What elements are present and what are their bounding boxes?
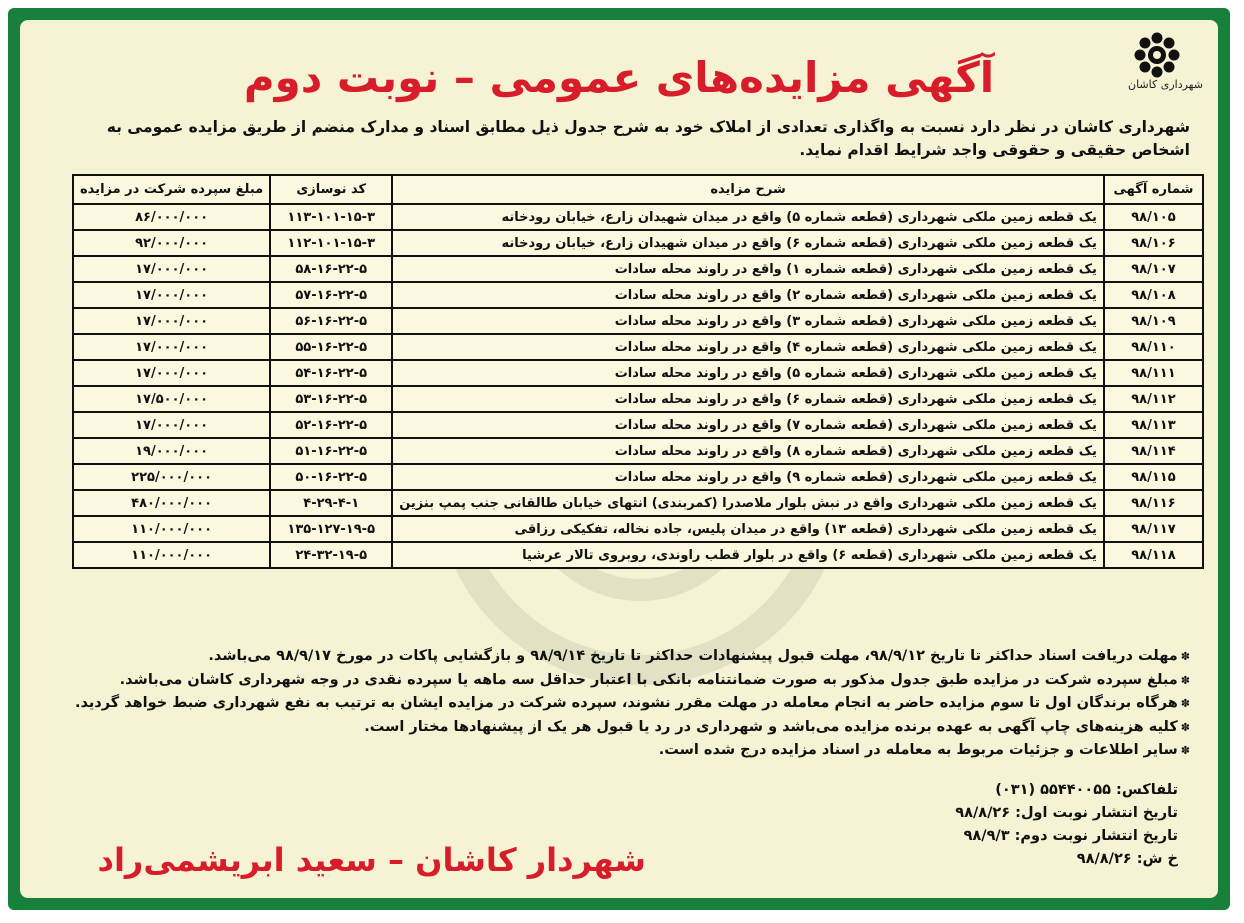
cell-ad-number: ۹۸/۱۱۰ — [1104, 334, 1203, 360]
cell-renovation-code: ۵۷-۱۶-۲۲-۵ — [270, 282, 392, 308]
condition-text: کلیه هزینه‌های چاپ آگهی به عهده برنده مزایده می‌باشد و شهرداری در رد یا قبول هر یک از پیشنهادها مختار است. — [364, 718, 1178, 735]
cell-renovation-code: ۵۳-۱۶-۲۲-۵ — [270, 386, 392, 412]
table-row — [73, 438, 1203, 464]
table-row — [73, 490, 1203, 516]
table-row — [73, 464, 1203, 490]
condition-text: سایر اطلاعات و جزئیات مربوط به معامله در اسناد مزایده درج شده است. — [658, 742, 1178, 758]
condition-item — [48, 645, 1190, 669]
cell-renovation-code: ۵۰-۱۶-۲۲-۵ — [270, 464, 392, 490]
cell-ad-number: ۹۸/۱۰۶ — [1104, 230, 1203, 256]
asterisk-bullet-icon: ✽ — [1180, 744, 1190, 757]
asterisk-bullet-icon: ✽ — [1180, 673, 1190, 687]
cell-ad-number: ۹۸/۱۰۵ — [1104, 204, 1203, 230]
cell-renovation-code: ۵۲-۱۶-۲۲-۵ — [270, 412, 392, 438]
cell-renovation-code: ۵۱-۱۶-۲۲-۵ — [270, 438, 392, 464]
table-row — [73, 256, 1203, 282]
contact-block — [858, 779, 1178, 871]
condition-item — [48, 739, 1190, 763]
cell-ad-number: ۹۸/۱۰۸ — [1104, 282, 1203, 308]
table-row — [73, 386, 1203, 412]
cell-description: یک قطعه زمین ملکی شهرداری (قطعه شماره ۹) واقع در راوند محله سادات — [392, 464, 1104, 490]
phone-line: تلفاکس: ۵۵۴۴۰۰۵۵ (۰۳۱) — [995, 782, 1178, 798]
table-row — [73, 412, 1203, 438]
conditions-list — [48, 645, 1190, 763]
cell-deposit-amount: ۱۱۰/۰۰۰/۰۰۰ — [73, 516, 270, 542]
ad-title: آگهی مزایده‌های عمومی – نوبت دوم — [243, 53, 995, 102]
condition-text: مبلغ سپرده شرکت در مزایده طبق جدول مذکور به صورت ضمانتنامه بانکی با اعتبار حداقل سه ماهه یا سپرده نقدی در وجه شهرداری کاشان می‌باشد. — [119, 671, 1178, 688]
cell-ad-number: ۹۸/۱۱۸ — [1104, 542, 1203, 568]
condition-item — [48, 692, 1190, 716]
cell-renovation-code: ۲۴-۳۲-۱۹-۵ — [270, 542, 392, 568]
logo-caption: شهرداری کاشان — [1128, 78, 1203, 91]
cell-deposit-amount: ۱۷/۵۰۰/۰۰۰ — [73, 386, 270, 412]
table-header-row — [73, 175, 1203, 204]
cell-renovation-code: ۵۵-۱۶-۲۲-۵ — [270, 334, 392, 360]
cell-ad-number: ۹۸/۱۱۵ — [1104, 464, 1203, 490]
cell-ad-number: ۹۸/۱۰۹ — [1104, 308, 1203, 334]
header-deposit-amount: مبلغ سپرده شرکت در مزایده — [73, 175, 270, 204]
table-row — [73, 204, 1203, 230]
intro-paragraph: شهرداری کاشان در نظر دارد نسبت به واگذاری تعدادی از املاک خود به شرح جدول ذیل مطابق اسناد و مدارک منضم از طریق مزایده عمومی به اشخاص حقیقی و حقوقی واجد شرایط اقدام نماید. — [106, 118, 1190, 159]
second-publish-date: تاریخ انتشار نوبت دوم: ۹۸/۹/۳ — [963, 828, 1178, 844]
cell-description: یک قطعه زمین ملکی شهرداری (قطعه شماره ۷) واقع در راوند محله سادات — [392, 412, 1104, 438]
cell-description: یک قطعه زمین ملکی شهرداری (قطعه شماره ۶) واقع در میدان شهیدان زارع، خیابان رودخانه — [392, 230, 1104, 256]
header-renovation-code: کد نوسازی — [270, 175, 392, 204]
cell-description: یک قطعه زمین ملکی شهرداری (قطعه شماره ۴) واقع در راوند محله سادات — [392, 334, 1104, 360]
header-description: شرح مزایده — [392, 175, 1104, 204]
ad-sheet — [20, 20, 1218, 898]
cell-description: یک قطعه زمین ملکی شهرداری (قطعه ۱۳) واقع در میدان پلیس، جاده نخاله، تفکیکی رزاقی — [392, 516, 1104, 542]
cell-description: یک قطعه زمین ملکی شهرداری (قطعه شماره ۵) واقع در راوند محله سادات — [392, 360, 1104, 386]
asterisk-bullet-icon: ✽ — [1180, 697, 1190, 710]
cell-ad-number: ۹۸/۱۱۴ — [1104, 438, 1203, 464]
cell-renovation-code: ۱۳۵-۱۲۷-۱۹-۵ — [270, 516, 392, 542]
cell-description: یک قطعه زمین ملکی شهرداری (قطعه شماره ۱) واقع در راوند محله سادات — [392, 256, 1104, 282]
table-row — [73, 360, 1203, 386]
cell-renovation-code: ۱۱۲-۱۰۱-۱۵-۳ — [270, 230, 392, 256]
mayor-signature: شهردار کاشان – سعید ابریشمی‌راد — [97, 841, 646, 879]
table-row — [73, 230, 1203, 256]
table-body — [73, 204, 1203, 568]
table-row — [73, 308, 1203, 334]
cell-deposit-amount: ۲۲۵/۰۰۰/۰۰۰ — [73, 464, 270, 490]
cell-description: یک قطعه زمین ملکی شهرداری (قطعه شماره ۸) واقع در راوند محله سادات — [392, 438, 1104, 464]
cell-deposit-amount: ۱۷/۰۰۰/۰۰۰ — [73, 282, 270, 308]
cell-description: یک قطعه زمین ملکی شهرداری (قطعه شماره ۵) واقع در میدان شهیدان زارع، خیابان رودخانه — [392, 204, 1104, 230]
ad-frame — [8, 8, 1230, 910]
table-row — [73, 516, 1203, 542]
cell-description: یک قطعه زمین ملکی شهرداری واقع در نبش بلوار ملاصدرا (کمربندی) انتهای خیابان طالقانی جنب پمپ بنزین — [392, 490, 1104, 516]
cell-description: یک قطعه زمین ملکی شهرداری (قطعه شماره ۲) واقع در راوند محله سادات — [392, 282, 1104, 308]
cell-deposit-amount: ۱۷/۰۰۰/۰۰۰ — [73, 256, 270, 282]
cell-renovation-code: ۱۱۳-۱۰۱-۱۵-۳ — [270, 204, 392, 230]
table-row — [73, 282, 1203, 308]
cell-deposit-amount: ۱۷/۰۰۰/۰۰۰ — [73, 334, 270, 360]
table-row — [73, 542, 1203, 568]
cell-deposit-amount: ۱۹/۰۰۰/۰۰۰ — [73, 438, 270, 464]
cell-deposit-amount: ۴۸۰/۰۰۰/۰۰۰ — [73, 490, 270, 516]
cell-deposit-amount: ۹۲/۰۰۰/۰۰۰ — [73, 230, 270, 256]
cell-ad-number: ۹۸/۱۰۷ — [1104, 256, 1203, 282]
cell-ad-number: ۹۸/۱۱۲ — [1104, 386, 1203, 412]
cell-description: یک قطعه زمین ملکی شهرداری (قطعه شماره ۶) واقع در راوند محله سادات — [392, 386, 1104, 412]
reference-code: خ ش: ۹۸/۸/۲۶ — [1076, 851, 1178, 867]
asterisk-bullet-icon: ✽ — [1180, 650, 1190, 663]
cell-description: یک قطعه زمین ملکی شهرداری (قطعه ۶) واقع در بلوار قطب راوندی، روبروی تالار عرشیا — [392, 542, 1104, 568]
cell-description: یک قطعه زمین ملکی شهرداری (قطعه شماره ۳) واقع در راوند محله سادات — [392, 308, 1104, 334]
cell-deposit-amount: ۱۷/۰۰۰/۰۰۰ — [73, 308, 270, 334]
condition-text: مهلت دریافت اسناد حداکثر تا تاریخ ۹۸/۹/۱۲، مهلت قبول پیشنهادات حداکثر تا تاریخ ۹۸/۹/۱۴ و بازگشایی پاکات در مورخ ۹۸/۹/۱۷ می‌باشد. — [208, 648, 1178, 664]
cell-renovation-code: ۵۶-۱۶-۲۲-۵ — [270, 308, 392, 334]
cell-ad-number: ۹۸/۱۱۱ — [1104, 360, 1203, 386]
auction-table — [72, 174, 1204, 569]
cell-deposit-amount: ۱۷/۰۰۰/۰۰۰ — [73, 360, 270, 386]
cell-ad-number: ۹۸/۱۱۷ — [1104, 516, 1203, 542]
cell-renovation-code: ۵۴-۱۶-۲۲-۵ — [270, 360, 392, 386]
cell-deposit-amount: ۱۷/۰۰۰/۰۰۰ — [73, 412, 270, 438]
cell-renovation-code: ۵۸-۱۶-۲۲-۵ — [270, 256, 392, 282]
condition-item — [48, 669, 1190, 693]
cell-deposit-amount: ۸۶/۰۰۰/۰۰۰ — [73, 204, 270, 230]
condition-text: هرگاه برندگان اول تا سوم مزایده حاضر به انجام معامله در مهلت مقرر نشوند، سپرده شرکت در مزایده ایشان به ترتیب به نفع شهرداری ضبط خواهد گردید. — [74, 695, 1178, 711]
cell-deposit-amount: ۱۱۰/۰۰۰/۰۰۰ — [73, 542, 270, 568]
cell-ad-number: ۹۸/۱۱۳ — [1104, 412, 1203, 438]
header-ad-number: شماره آگهی — [1104, 175, 1203, 204]
condition-item — [48, 716, 1190, 740]
cell-renovation-code: ۴-۲۹-۴-۱ — [270, 490, 392, 516]
asterisk-bullet-icon: ✽ — [1180, 720, 1190, 734]
table-row — [73, 334, 1203, 360]
cell-ad-number: ۹۸/۱۱۶ — [1104, 490, 1203, 516]
first-publish-date: تاریخ انتشار نوبت اول: ۹۸/۸/۲۶ — [955, 805, 1178, 821]
